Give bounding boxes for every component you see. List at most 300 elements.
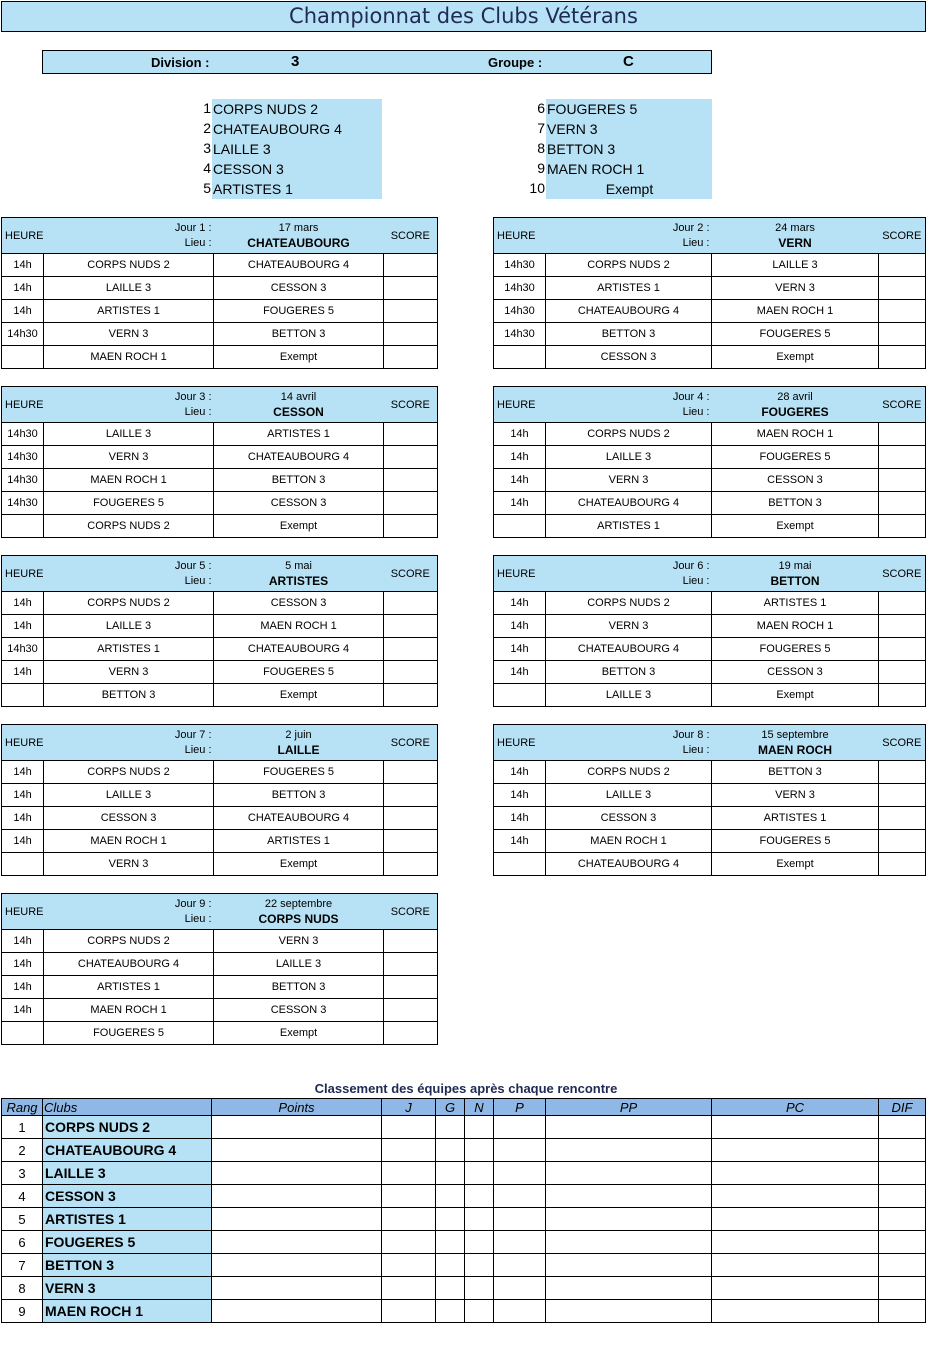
match-time: 14h30 (2, 638, 44, 661)
jour-cell (44, 387, 214, 423)
lieu-label: Lieu : (682, 237, 710, 249)
match-place: CESSON (273, 405, 324, 419)
score-cell[interactable] (879, 592, 926, 615)
team-name: LAILLE 3 (212, 139, 382, 159)
jour-cell (546, 725, 712, 761)
score-cell[interactable] (879, 423, 926, 446)
match-place: MAEN ROCH (758, 743, 832, 757)
score-cell[interactable] (384, 830, 438, 853)
club-name: BETTON 3 (43, 1254, 212, 1277)
header-n: N (465, 1099, 494, 1116)
score-cell[interactable] (384, 446, 438, 469)
match-time (2, 346, 44, 369)
pp-cell[interactable] (546, 1116, 712, 1139)
p-cell[interactable] (494, 1162, 546, 1185)
division-bar (42, 50, 712, 74)
home-team: BETTON 3 (546, 323, 712, 346)
away-team: LAILLE 3 (712, 254, 879, 277)
dif-cell[interactable] (879, 1231, 926, 1254)
team-list-item (537, 99, 712, 119)
match-time: 14h (2, 999, 44, 1022)
match-time: 14h30 (494, 254, 546, 277)
home-team: BETTON 3 (44, 684, 214, 707)
g-cell[interactable] (436, 1277, 465, 1300)
n-cell[interactable] (465, 1162, 494, 1185)
g-cell[interactable] (436, 1208, 465, 1231)
date-cell (712, 725, 879, 761)
lieu-label: Lieu : (682, 744, 710, 756)
team-list-item (537, 159, 712, 179)
pc-cell[interactable] (712, 1300, 879, 1323)
pc-cell[interactable] (712, 1208, 879, 1231)
away-team: CESSON 3 (712, 469, 879, 492)
home-team: BETTON 3 (546, 661, 712, 684)
g-cell[interactable] (436, 1231, 465, 1254)
score-header: SCORE (384, 387, 438, 423)
match-time: 14h (2, 784, 44, 807)
jour-label: Jour 9 : (174, 898, 212, 910)
score-cell[interactable] (879, 684, 926, 707)
dif-cell[interactable] (879, 1185, 926, 1208)
home-team: MAEN ROCH 1 (546, 830, 712, 853)
match-row (494, 515, 926, 538)
g-cell[interactable] (436, 1300, 465, 1323)
home-team: CORPS NUDS 2 (44, 930, 214, 953)
match-time (2, 515, 44, 538)
home-team: CORPS NUDS 2 (44, 592, 214, 615)
team-name: BETTON 3 (546, 139, 712, 159)
score-cell[interactable] (384, 976, 438, 999)
heure-header: HEURE (2, 218, 44, 254)
club-name: CORPS NUDS 2 (43, 1116, 212, 1139)
away-team: BETTON 3 (214, 976, 384, 999)
jour-label: Jour 6 : (672, 560, 710, 572)
score-cell[interactable] (879, 638, 926, 661)
schedule-header (2, 556, 438, 592)
match-row (494, 615, 926, 638)
team-number: 10 (529, 180, 545, 196)
pc-cell[interactable] (712, 1139, 879, 1162)
away-team: VERN 3 (712, 277, 879, 300)
match-date: 19 mai (778, 560, 812, 572)
p-cell[interactable] (494, 1116, 546, 1139)
match-row (2, 615, 438, 638)
score-cell[interactable] (384, 807, 438, 830)
heure-header: HEURE (494, 387, 546, 423)
score-cell[interactable] (384, 469, 438, 492)
team-number: 2 (203, 120, 211, 136)
home-team: LAILLE 3 (44, 277, 214, 300)
p-cell[interactable] (494, 1277, 546, 1300)
header-clubs: Clubs (43, 1099, 212, 1116)
standings-row (2, 1208, 926, 1231)
jour-cell (546, 218, 712, 254)
away-team: Exempt (214, 853, 384, 876)
team-list-item (203, 99, 382, 119)
standings-row (2, 1116, 926, 1139)
match-time: 14h (494, 830, 546, 853)
pp-cell[interactable] (546, 1231, 712, 1254)
match-date: 17 mars (278, 222, 319, 234)
standings-row (2, 1139, 926, 1162)
home-team: LAILLE 3 (44, 423, 214, 446)
dif-cell[interactable] (879, 1139, 926, 1162)
pp-cell[interactable] (546, 1300, 712, 1323)
home-team: LAILLE 3 (546, 684, 712, 707)
score-cell[interactable] (384, 1022, 438, 1045)
home-team: FOUGERES 5 (44, 1022, 214, 1045)
points-cell[interactable] (212, 1139, 382, 1162)
home-team: MAEN ROCH 1 (44, 346, 214, 369)
home-team: CHATEAUBOURG 4 (546, 492, 712, 515)
score-cell[interactable] (384, 615, 438, 638)
date-cell (712, 218, 879, 254)
pp-cell[interactable] (546, 1254, 712, 1277)
match-time: 14h30 (2, 423, 44, 446)
score-header: SCORE (879, 218, 926, 254)
lieu-label: Lieu : (184, 575, 212, 587)
team-list-item (537, 139, 712, 159)
away-team: MAEN ROCH 1 (214, 615, 384, 638)
match-date: 2 juin (285, 729, 312, 741)
pc-cell[interactable] (712, 1185, 879, 1208)
j-cell[interactable] (382, 1185, 436, 1208)
score-cell[interactable] (384, 761, 438, 784)
match-row (494, 277, 926, 300)
schedule-day-1 (1, 217, 438, 369)
dif-cell[interactable] (879, 1300, 926, 1323)
g-cell[interactable] (436, 1254, 465, 1277)
score-cell[interactable] (384, 592, 438, 615)
team-name: CORPS NUDS 2 (212, 99, 382, 119)
home-team: LAILLE 3 (546, 446, 712, 469)
j-cell[interactable] (382, 1277, 436, 1300)
score-cell[interactable] (879, 784, 926, 807)
n-cell[interactable] (465, 1116, 494, 1139)
match-date: 22 septembre (264, 898, 333, 910)
lieu-label: Lieu : (682, 406, 710, 418)
standings-row (2, 1254, 926, 1277)
standings-title: Classement des équipes après chaque rencontre (314, 1081, 618, 1096)
standings-row (2, 1162, 926, 1185)
home-team: VERN 3 (44, 323, 214, 346)
match-row (2, 761, 438, 784)
team-number: 8 (537, 140, 545, 156)
points-cell[interactable] (212, 1254, 382, 1277)
home-team: MAEN ROCH 1 (44, 999, 214, 1022)
score-cell[interactable] (384, 323, 438, 346)
home-team: ARTISTES 1 (546, 277, 712, 300)
schedule-header (494, 556, 926, 592)
score-cell[interactable] (384, 853, 438, 876)
team-list-right (529, 99, 712, 199)
club-name: ARTISTES 1 (43, 1208, 212, 1231)
match-time: 14h30 (494, 323, 546, 346)
away-team: FOUGERES 5 (712, 323, 879, 346)
away-team: Exempt (712, 515, 879, 538)
score-cell[interactable] (384, 277, 438, 300)
score-cell[interactable] (384, 300, 438, 323)
pc-cell[interactable] (712, 1231, 879, 1254)
away-team: Exempt (214, 684, 384, 707)
page-title: Championnat des Clubs Vétérans (1, 1, 926, 32)
team-name: CHATEAUBOURG 4 (212, 119, 382, 139)
division-value: 3 (291, 53, 300, 70)
heure-header: HEURE (2, 556, 44, 592)
match-time: 14h (494, 661, 546, 684)
p-cell[interactable] (494, 1185, 546, 1208)
heure-header: HEURE (494, 556, 546, 592)
score-cell[interactable] (384, 784, 438, 807)
score-cell[interactable] (384, 953, 438, 976)
score-header: SCORE (879, 556, 926, 592)
jour-label: Jour 3 : (174, 391, 212, 403)
header-pc: PC (712, 1099, 879, 1116)
g-cell[interactable] (436, 1185, 465, 1208)
points-cell[interactable] (212, 1300, 382, 1323)
dif-cell[interactable] (879, 1208, 926, 1231)
match-row (2, 930, 438, 953)
g-cell[interactable] (436, 1162, 465, 1185)
match-row (2, 830, 438, 853)
rank: 3 (2, 1162, 43, 1185)
home-team: LAILLE 3 (44, 615, 214, 638)
g-cell[interactable] (436, 1139, 465, 1162)
rank: 1 (2, 1116, 43, 1139)
match-time: 14h (494, 615, 546, 638)
match-time: 14h (2, 830, 44, 853)
date-cell (712, 387, 879, 423)
away-team: CESSON 3 (214, 492, 384, 515)
schedule-header (494, 725, 926, 761)
dif-cell[interactable] (879, 1116, 926, 1139)
score-cell[interactable] (384, 254, 438, 277)
standings-row (2, 1185, 926, 1208)
match-place: CHATEAUBOURG (247, 236, 350, 250)
score-cell[interactable] (879, 615, 926, 638)
n-cell[interactable] (465, 1185, 494, 1208)
jour-label: Jour 5 : (174, 560, 212, 572)
club-name: CESSON 3 (43, 1185, 212, 1208)
score-cell[interactable] (384, 930, 438, 953)
header-p: P (494, 1099, 546, 1116)
n-cell[interactable] (465, 1139, 494, 1162)
points-cell[interactable] (212, 1208, 382, 1231)
score-cell[interactable] (879, 830, 926, 853)
home-team: VERN 3 (44, 661, 214, 684)
match-time: 14h (494, 761, 546, 784)
p-cell[interactable] (494, 1139, 546, 1162)
score-cell[interactable] (879, 254, 926, 277)
pp-cell[interactable] (546, 1277, 712, 1300)
score-cell[interactable] (879, 323, 926, 346)
pp-cell[interactable] (546, 1185, 712, 1208)
division-label: Division : (151, 55, 210, 70)
home-team: CESSON 3 (546, 807, 712, 830)
score-cell[interactable] (384, 661, 438, 684)
away-team: Exempt (712, 853, 879, 876)
match-place: FOUGERES (761, 405, 829, 419)
team-name: ARTISTES 1 (212, 179, 382, 199)
dif-cell[interactable] (879, 1277, 926, 1300)
dif-cell[interactable] (879, 1162, 926, 1185)
lieu-label: Lieu : (184, 913, 212, 925)
score-cell[interactable] (384, 346, 438, 369)
match-row (494, 830, 926, 853)
pp-cell[interactable] (546, 1162, 712, 1185)
match-date: 24 mars (775, 222, 815, 234)
pc-cell[interactable] (712, 1254, 879, 1277)
pp-cell[interactable] (546, 1208, 712, 1231)
match-date: 15 septembre (761, 729, 829, 741)
j-cell[interactable] (382, 1231, 436, 1254)
rank: 8 (2, 1277, 43, 1300)
score-cell[interactable] (879, 853, 926, 876)
jour-label: Jour 1 : (174, 222, 212, 234)
score-cell[interactable] (384, 423, 438, 446)
match-row (494, 807, 926, 830)
team-number: 9 (537, 160, 545, 176)
points-cell[interactable] (212, 1116, 382, 1139)
score-cell[interactable] (879, 661, 926, 684)
schedule-header (2, 218, 438, 254)
away-team: CESSON 3 (214, 277, 384, 300)
score-cell[interactable] (879, 469, 926, 492)
match-place: LAILLE (277, 743, 320, 757)
points-cell[interactable] (212, 1185, 382, 1208)
pc-cell[interactable] (712, 1162, 879, 1185)
home-team: CORPS NUDS 2 (44, 761, 214, 784)
p-cell[interactable] (494, 1231, 546, 1254)
match-row (2, 254, 438, 277)
score-cell[interactable] (879, 300, 926, 323)
jour-label: Jour 8 : (672, 729, 710, 741)
schedule-day-9 (1, 893, 438, 1045)
j-cell[interactable] (382, 1208, 436, 1231)
score-cell[interactable] (879, 346, 926, 369)
p-cell[interactable] (494, 1208, 546, 1231)
n-cell[interactable] (465, 1231, 494, 1254)
score-header: SCORE (879, 387, 926, 423)
header-g: G (436, 1099, 465, 1116)
home-team: LAILLE 3 (44, 784, 214, 807)
club-name: MAEN ROCH 1 (43, 1300, 212, 1323)
standings-row (2, 1231, 926, 1254)
away-team: VERN 3 (214, 930, 384, 953)
pc-cell[interactable] (712, 1116, 879, 1139)
n-cell[interactable] (465, 1208, 494, 1231)
score-header: SCORE (384, 894, 438, 930)
match-time (494, 853, 546, 876)
home-team: MAEN ROCH 1 (44, 469, 214, 492)
club-name: FOUGERES 5 (43, 1231, 212, 1254)
match-time: 14h (494, 592, 546, 615)
schedule-header (2, 387, 438, 423)
pc-cell[interactable] (712, 1277, 879, 1300)
match-date: 5 mai (285, 560, 312, 572)
points-cell[interactable] (212, 1231, 382, 1254)
match-time: 14h (2, 930, 44, 953)
score-cell[interactable] (879, 446, 926, 469)
score-cell[interactable] (879, 761, 926, 784)
away-team: LAILLE 3 (214, 953, 384, 976)
match-row (494, 446, 926, 469)
n-cell[interactable] (465, 1300, 494, 1323)
match-time: 14h (494, 469, 546, 492)
score-header: SCORE (879, 725, 926, 761)
match-row (2, 953, 438, 976)
n-cell[interactable] (465, 1277, 494, 1300)
match-time: 14h30 (2, 469, 44, 492)
away-team: FOUGERES 5 (712, 638, 879, 661)
j-cell[interactable] (382, 1162, 436, 1185)
score-cell[interactable] (879, 492, 926, 515)
match-time (2, 684, 44, 707)
score-cell[interactable] (879, 277, 926, 300)
home-team: VERN 3 (44, 853, 214, 876)
p-cell[interactable] (494, 1300, 546, 1323)
home-team: CESSON 3 (546, 346, 712, 369)
team-list-item (203, 159, 382, 179)
n-cell[interactable] (465, 1254, 494, 1277)
team-list-item (203, 179, 382, 199)
score-cell[interactable] (384, 515, 438, 538)
score-cell[interactable] (384, 999, 438, 1022)
j-cell[interactable] (382, 1254, 436, 1277)
date-cell (712, 556, 879, 592)
match-row (2, 853, 438, 876)
match-row (494, 784, 926, 807)
pp-cell[interactable] (546, 1139, 712, 1162)
j-cell[interactable] (382, 1139, 436, 1162)
match-row (2, 592, 438, 615)
score-cell[interactable] (384, 638, 438, 661)
jour-label: Jour 7 : (174, 729, 212, 741)
match-row (2, 323, 438, 346)
rank: 9 (2, 1300, 43, 1323)
team-name: CESSON 3 (212, 159, 382, 179)
away-team: FOUGERES 5 (214, 761, 384, 784)
away-team: BETTON 3 (712, 761, 879, 784)
score-cell[interactable] (879, 515, 926, 538)
team-list-left (203, 99, 382, 199)
match-time: 14h30 (2, 492, 44, 515)
dif-cell[interactable] (879, 1254, 926, 1277)
score-cell[interactable] (879, 807, 926, 830)
heure-header: HEURE (2, 725, 44, 761)
match-time: 14h (2, 615, 44, 638)
score-cell[interactable] (384, 684, 438, 707)
match-time: 14h (2, 300, 44, 323)
g-cell[interactable] (436, 1116, 465, 1139)
p-cell[interactable] (494, 1254, 546, 1277)
match-row (2, 1022, 438, 1045)
match-row (2, 300, 438, 323)
points-cell[interactable] (212, 1162, 382, 1185)
schedule-day-3 (1, 386, 438, 538)
club-name: LAILLE 3 (43, 1162, 212, 1185)
jour-cell (44, 725, 214, 761)
date-cell (214, 894, 384, 930)
score-cell[interactable] (384, 492, 438, 515)
home-team: VERN 3 (546, 469, 712, 492)
j-cell[interactable] (382, 1116, 436, 1139)
header-points: Points (212, 1099, 382, 1116)
home-team: CORPS NUDS 2 (44, 254, 214, 277)
j-cell[interactable] (382, 1300, 436, 1323)
schedule-header (494, 218, 926, 254)
points-cell[interactable] (212, 1277, 382, 1300)
